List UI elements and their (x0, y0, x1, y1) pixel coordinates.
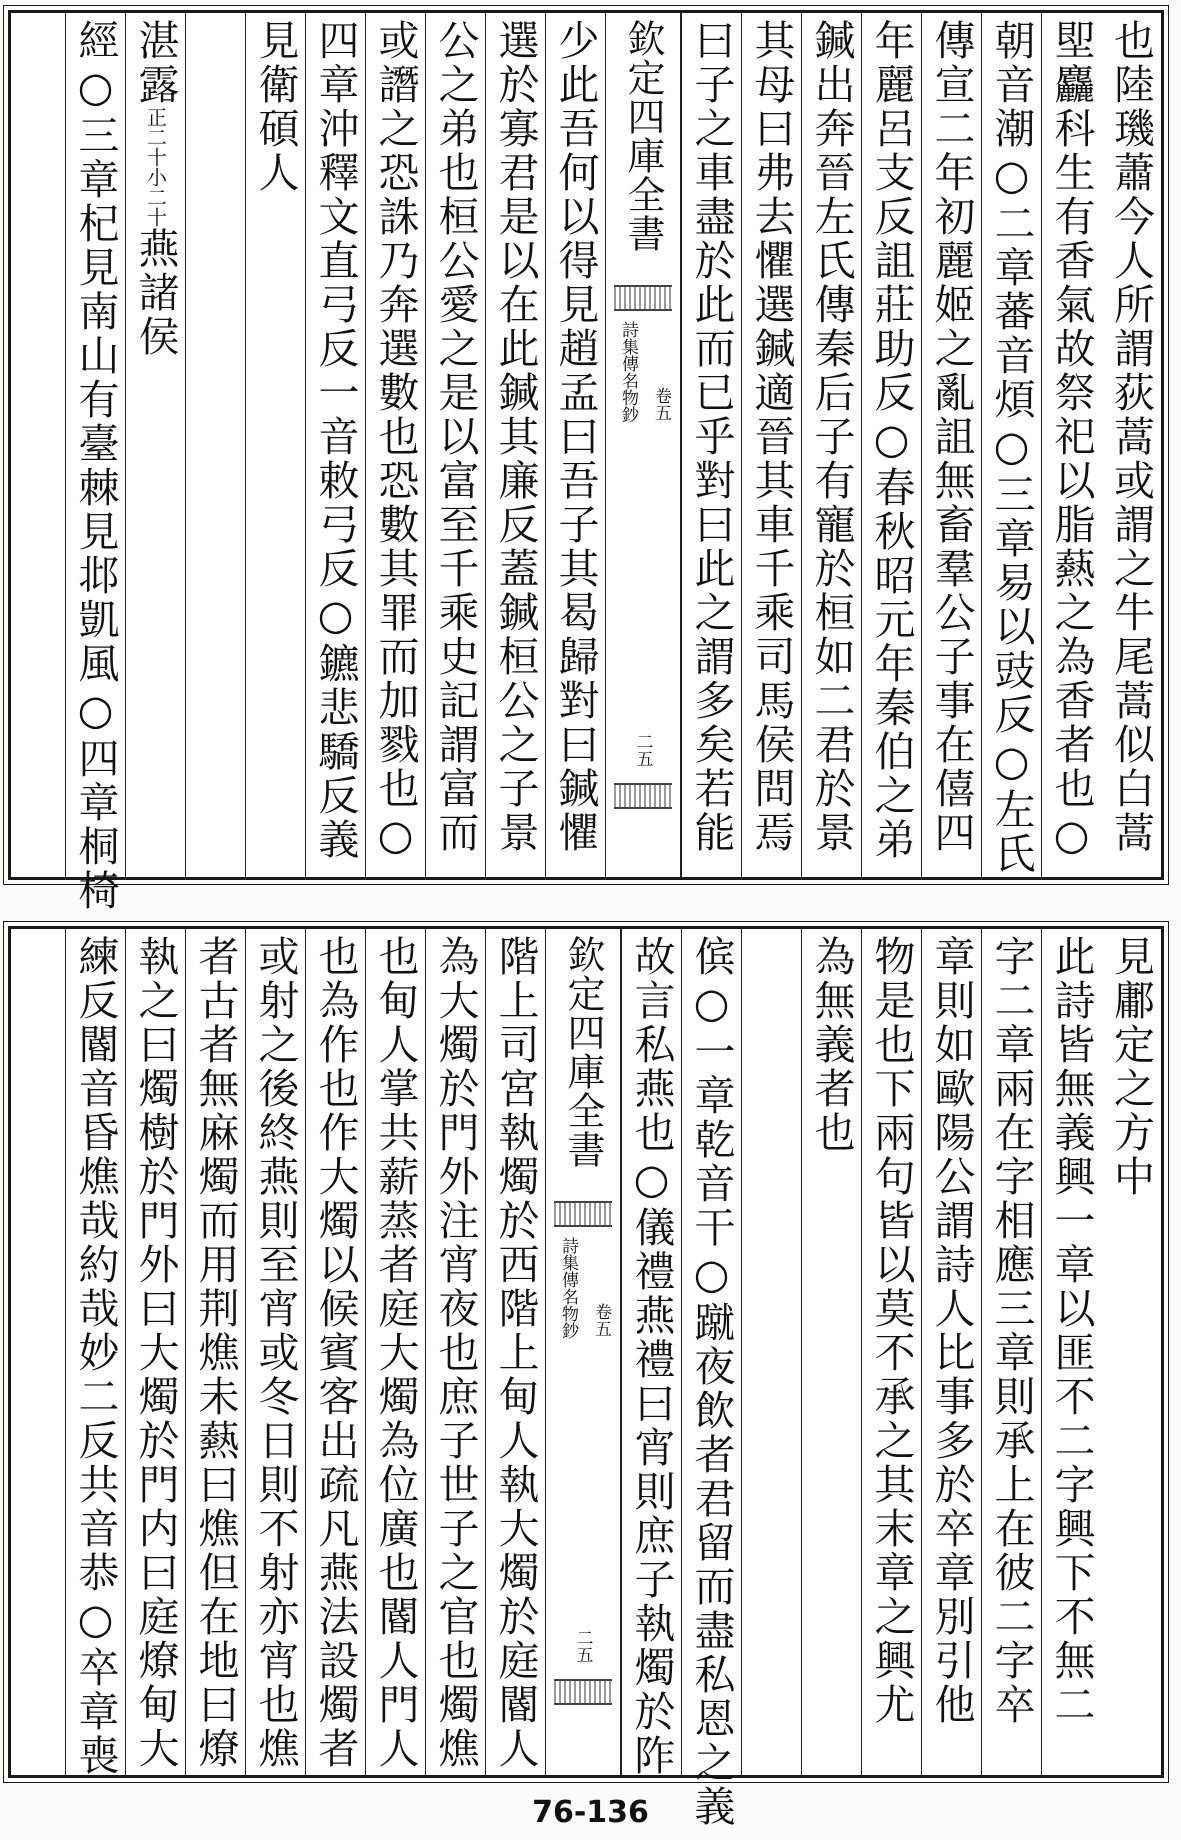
interlinear-note (143, 107, 168, 227)
gutter-volume: 卷五 (591, 1303, 611, 1337)
text-column: 階上司宮執燭於西階上甸人執大燭於庭閽人 (485, 929, 545, 1775)
text-column: 其母曰弗去懼選鍼適晉其車千乘司馬侯問焉 (741, 13, 801, 877)
poem-title: 湛露 (131, 19, 180, 107)
text-column: 傧○一章乾音干○蹴夜飲者君留而盡私恩之義 (681, 929, 741, 1775)
text-column: 堲麤科生有香氣故祭祀以脂爇之為香者也○ (1041, 13, 1101, 877)
gutter-title: 欽定四庫全書 (561, 935, 605, 1169)
text-column: 曰子之車盡於此而已乎對曰此之謂多矣若能 (681, 13, 741, 877)
text-column: 也陸璣蕭今人所謂荻蒿或謂之牛尾蒿似白蒿 (1107, 19, 1155, 855)
text-column: 見鄘定之方中 (1107, 935, 1155, 1199)
text-column: 也為作也作大燭以候賓客出疏凡燕法設燭者 (305, 929, 365, 1775)
page-number: 76-136 (532, 1795, 649, 1830)
poem-subject: 燕諸侯 (131, 227, 180, 359)
text-column: 見衛碩人 (245, 13, 305, 877)
gutter-book-title: 詩集傳名物鈔 (558, 1237, 578, 1339)
text-column: 朝音潮○二章蕃音煩○三章易以豉反○左氏 (981, 13, 1041, 877)
text-column: 傳宣二年初麗姬之亂詛無畜羣公子事在僖四 (921, 13, 981, 877)
text-column: 或射之後終燕則至宵或冬日則不射亦宵也燋 (245, 929, 305, 1775)
text-column: 故言私燕也○儀禮燕禮曰宵則庶子執燭於阼 (621, 929, 681, 1775)
gutter-page: 二五 (572, 1629, 593, 1663)
text-column: 物是也下兩句皆以莫不承之其末章之興尤 (861, 929, 921, 1775)
text-column: 此詩皆無義興一章以匪不二字興下不無二 (1041, 929, 1101, 1775)
gutter-book-title: 詩集傳名物鈔 (618, 321, 638, 423)
note-right: 小二十 (143, 167, 168, 227)
fishtail-mark (554, 1679, 612, 1705)
text-column: 執之曰燭樹於門外曰大燭於門内曰庭燎甸大 (125, 929, 185, 1775)
gutter-volume: 卷五 (651, 387, 671, 421)
text-column: 也甸人掌共薪蒸者庭大燭為位廣也閽人門人 (365, 929, 425, 1775)
gutter-title: 欽定四庫全書 (621, 19, 665, 253)
text-column: 少此吾何以得見趙孟曰吾子其曷歸對曰鍼懼 (545, 13, 605, 877)
text-column (185, 13, 245, 877)
text-column: 為無義者也 (801, 929, 861, 1775)
note-left: 正二十 (143, 107, 168, 167)
text-column: 公之弟也桓公愛之是以富至千乘史記謂富而 (425, 13, 485, 877)
text-column: 或譖之恐誅乃奔選數也恐數其罪而加戮也○ (365, 13, 425, 877)
text-column-annotated (125, 13, 185, 877)
gutter-page: 二五 (632, 733, 653, 767)
fishtail-mark (614, 783, 672, 809)
text-column: 章則如歐陽公謂詩人比事多於卒章別引他 (921, 929, 981, 1775)
text-column: 鍼出奔晉左氏傳秦后子有寵於桓如二君於景 (801, 13, 861, 877)
text-column: 者古者無麻燭而用荆燋未爇曰燋但在地曰燎 (185, 929, 245, 1775)
fishtail-mark (614, 285, 672, 311)
text-column: 字二章兩在字相應三章則承上在彼二字卒 (981, 929, 1041, 1775)
text-column: 選於寡君是以在此鍼其廉反蓋鍼桓公之子景 (485, 13, 545, 877)
fishtail-mark (554, 1201, 612, 1227)
text-column: 四章沖釋文直弓反一音敕弓反○鑣悲驕反義 (305, 13, 365, 877)
top-page-frame (8, 10, 1164, 913)
center-gutter (545, 929, 621, 1775)
text-column: 年麗呂支反詛莊助反○春秋昭元年秦伯之弟 (861, 13, 921, 877)
center-gutter (605, 13, 681, 877)
text-column: 經○三章杞見南山有臺棘見邶凱風○四章桐椅 (65, 13, 125, 877)
text-column: 練反閽音昏燋哉約哉妙二反共音恭○卒章喪 (65, 929, 125, 1775)
text-column (741, 929, 801, 1775)
text-column: 為大燭於門外注宵夜也庶子世子之官也燭燋 (425, 929, 485, 1775)
